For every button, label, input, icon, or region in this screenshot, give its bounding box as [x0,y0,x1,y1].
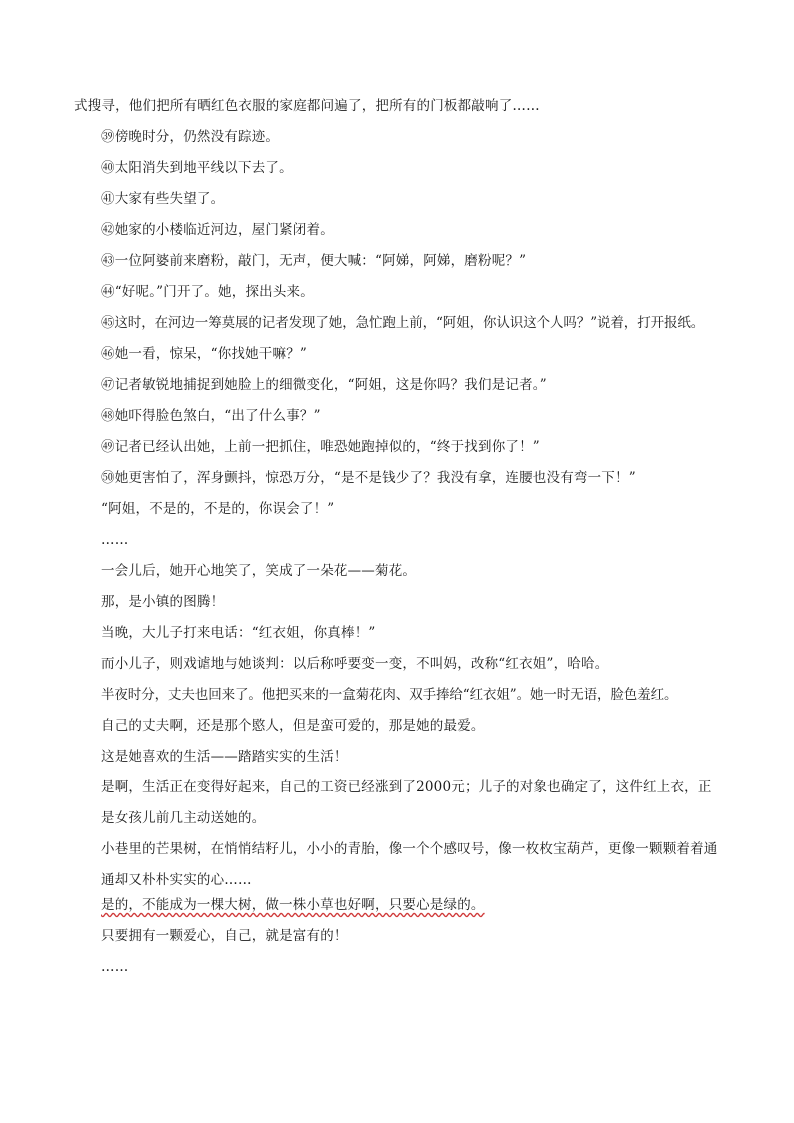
paragraph-39: ㊴傍晚时分，仍然没有踪迹。 [101,129,280,145]
paragraph-50: ㊿她更害怕了，浑身颤抖，惊恐万分，“是不是钱少了？我没有拿，连腰也没有弯一下！” [101,470,636,486]
paragraph-line: 而小儿子，则戏谑地与她谈判：以后称呼要变一变，不叫妈，改称“红衣姐”，哈哈。 [101,656,609,672]
paragraph-48: ㊽她吓得脸色煞白，“出了什么事？” [101,408,321,424]
paragraph-wage: 是啊，生活正在变得好起来，自己的工资已经涨到了2000元；儿子的对象也确定了，这件红上衣，正是女孩儿前几主动送她的。 [101,779,712,826]
paragraph-40: ㊵太阳消失到地平线以下去了。 [101,160,293,176]
story-text [74,97,724,989]
paragraph-rich: 只要拥有一颗爱心，自己，就是富有的！ [101,928,348,944]
paragraph-45: ㊺这时，在河边一筹莫展的记者发现了她，急忙跑上前，“阿姐，你认识这个人吗？”说着，打开报纸。 [101,315,705,331]
paragraph-43: ㊸一位阿婆前来磨粉，敲门，无声，便大喊：“阿娣，阿娣，磨粉呢？” [101,253,527,269]
paragraph-46: ㊻她一看，惊呆，“你找她干嘛？” [101,346,308,362]
ellipsis-line: …… [101,959,129,975]
paragraph-42: ㊷她家的小楼临近河边，屋门紧闭着。 [101,222,334,238]
paragraph-44: ㊹“好呢。”门开了。她，探出头来。 [101,284,314,300]
ellipsis-line: …… [101,532,129,548]
paragraph-line: 这是她喜欢的生活——踏踏实实的生活！ [101,749,348,765]
paragraph-line: 半夜时分，丈夫也回来了。他把买来的一盒菊花肉、双手捧给“红衣姐”。她一时无语，脸色羞红。 [101,687,678,703]
paragraph-47: ㊼记者敏锐地捕捉到她脸上的细微变化，“阿姐，这是你吗？我们是记者。” [101,377,547,393]
paragraph-49: ㊾记者已经认出她，上前一把抓住，唯恐她跑掉似的，“终于找到你了！” [101,439,540,455]
paragraph-mango: 小巷里的芒果树，在悄悄结籽儿，小小的青胎，像一个个感叹号，像一枚枚宝葫芦，更像一颗颗着着通通却又朴朴实实的心…… [101,841,718,888]
paragraph-line: 自己的丈夫啊，还是那个愍人，但是蛮可爱的，那是她的最爱。 [101,718,485,734]
paragraph-line: 那，是小镇的图腾！ [101,594,225,610]
paragraph-41: ㊶大家有些失望了。 [101,191,225,207]
wavy-underlined-sentence: 是的，不能成为一棵大树，做一株小草也好啊，只要心是绿的。 [101,897,485,913]
paragraph-grass [74,896,724,927]
dialogue-line: “阿姐，不是的，不是的，你误会了！” [101,501,335,517]
paragraph-line: 一会儿后，她开心地笑了，笑成了一朵花——菊花。 [101,563,417,579]
paragraph-line: 式搜寻，他们把所有晒红色衣服的家庭都问遍了，把所有的门板都敲响了…… [74,98,540,114]
paragraph-line: 当晚，大儿子打来电话：“红衣姐，你真棒！” [101,625,376,641]
